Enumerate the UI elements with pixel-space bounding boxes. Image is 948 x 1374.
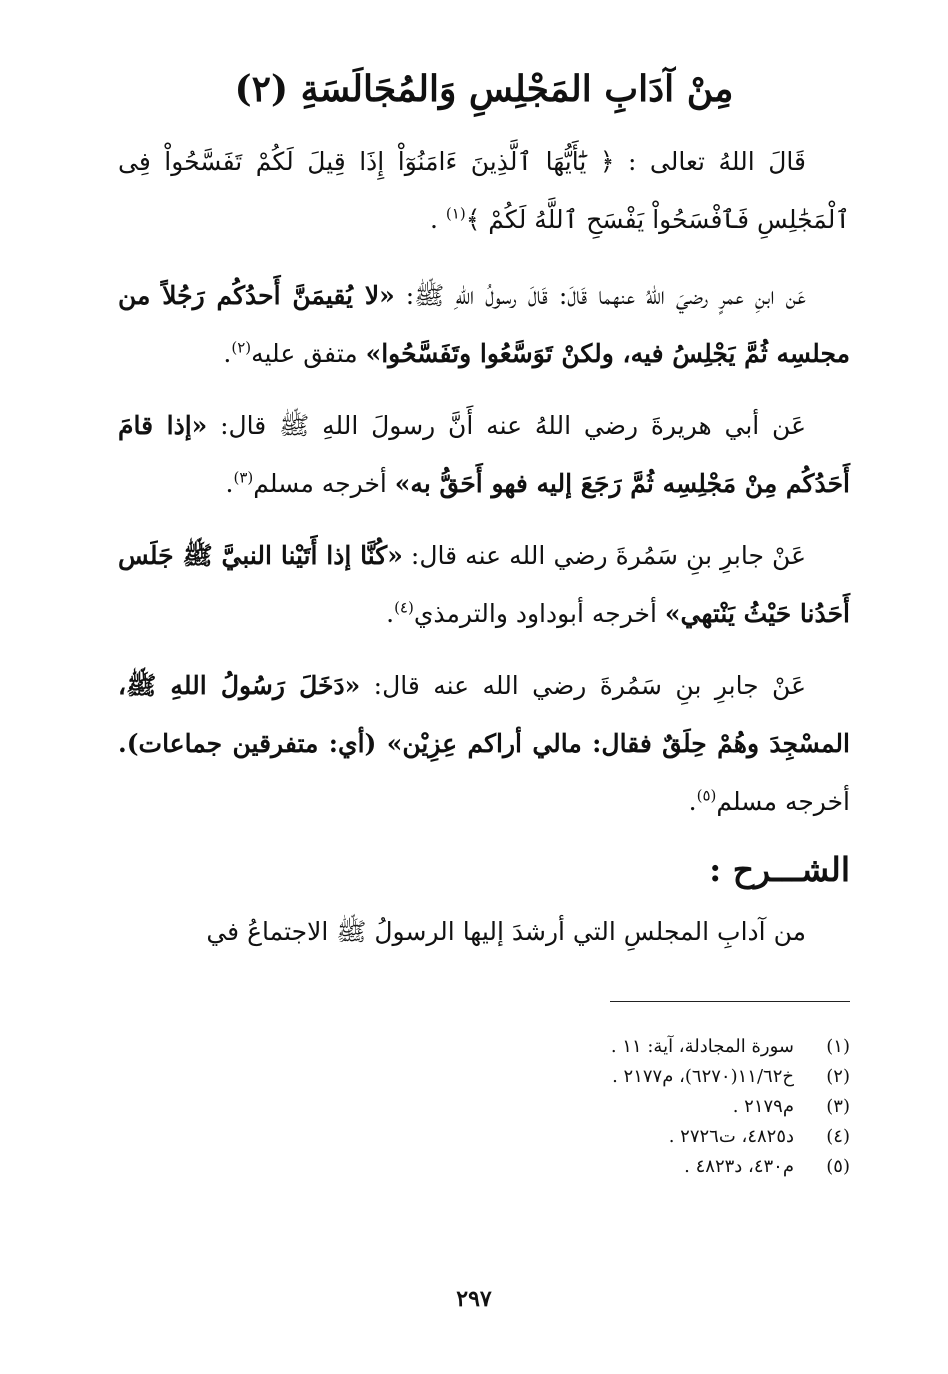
hadith-3-footnote-ref: (٤) (394, 598, 414, 617)
hadith-4-end: . (688, 786, 697, 816)
hadith-3-source: أخرجه أبوداود والترمذي (413, 598, 665, 628)
hadith-2-intro: عَن أبي هريرةَ رضي اللهُ عنه أَنَّ رسولَ اللهِ ﷺ قال: (207, 410, 806, 440)
footnotes (118, 1032, 850, 1182)
footnote-text: م٢١٧٩ . (732, 1095, 794, 1117)
footnote-item (118, 1092, 850, 1122)
hadith-2-end: . (225, 468, 234, 498)
hadith-paragraph-2 (118, 397, 850, 513)
footnote-text: سورة المجادلة، آية: ١١ . (610, 1035, 794, 1057)
book-page (118, 60, 850, 1182)
hadith-4-source: أخرجه مسلم (716, 786, 850, 816)
hadith-1-text: «لا يُقيمَنَّ أَحدُكُم رَجُلاً من مجلسِه ثُمَّ يَجْلِسُ فيه، ولكنْ تَوَسَّعُوا وتَفَسَّحُوا» (118, 280, 850, 368)
footnote-number: (٤) (826, 1125, 850, 1147)
footnote-text: م٤٣٠، د٤٨٢٣ . (684, 1155, 794, 1177)
verse-footnote-ref: (١) (445, 204, 466, 223)
hadith-1-footnote-ref: (٢) (231, 338, 252, 357)
verse-end: . (430, 204, 446, 234)
footnote-text: د٤٨٢٥، ت٢٧٢٦ . (668, 1125, 794, 1147)
hadith-paragraph-3 (118, 527, 850, 643)
hadith-4-footnote-ref: (٥) (696, 786, 717, 805)
sharh-heading: الشـــرح : (709, 849, 850, 889)
sharh-paragraph: من آدابِ المجلسِ التي أرشدَ إليها الرسولُ ﷺ الاجتماعُ في (206, 916, 806, 946)
footnote-number: (١) (826, 1035, 850, 1057)
footnote-number: (٥) (826, 1155, 850, 1177)
footnote-item (118, 1062, 850, 1092)
page-number: ٢٩٧ (456, 1286, 492, 1312)
page-title: مِنْ آدَابِ المَجْلِسِ وَالمُجَالَسَةِ (٢) (234, 68, 734, 110)
footnote-item (118, 1122, 850, 1152)
verse-intro: قَالَ اللهُ تعالى : (614, 146, 806, 176)
hadith-1-intro: عَن ابنِ عمرٍ رضيَ اللهُ عنهما قَالَ: قَالَ رسولُ اللهِ ﷺ: (394, 280, 806, 310)
hadith-3-intro: عَنْ جابرِ بنِ سَمُرةَ رضي الله عنه قال: (402, 540, 806, 570)
footnote-number: (٢) (826, 1065, 850, 1087)
footnote-item (118, 1152, 850, 1182)
hadith-2-text: «إذا قامَ أَحَدُكُم مِنْ مَجْلِسِه ثُمَّ رَجَعَ إليه فهو أَحَقُّ به» (118, 410, 850, 498)
hadith-2-footnote-ref: (٣) (233, 468, 254, 487)
hadith-4-text: «دَخَلَ رَسُولُ اللهِ ﷺ، المسْجِدَ وهُمْ حِلَقٌ فقال: مالي أراكم عِزِيْن» (أي: متفرقين جماعات). (118, 670, 850, 758)
footnote-item (118, 1032, 850, 1062)
verse-paragraph (118, 133, 850, 249)
hadith-4-intro: عَنْ جابرِ بنِ سَمُرةَ رضي الله عنه قال: (360, 670, 806, 700)
footnote-number: (٣) (826, 1095, 850, 1117)
hadith-1-source: متفق عليه (251, 338, 366, 368)
footnote-text: خ١١/٦٢(٦٢٧٠)، م٢١٧٧ . (612, 1065, 794, 1087)
verse-text: ﴿ يَٰٓأَيُّهَا ٱلَّذِينَ ءَامَنُوٓاْ إِذَا قِيلَ لَكُمْ تَفَسَّحُواْ فِى ٱلْمَجَٰلِسِ فَٱفْسَحُواْ يَفْسَحِ ٱللَّهُ لَكُمْ ﴾ (118, 146, 850, 234)
hadith-3-end: . (386, 598, 395, 628)
hadith-paragraph-1 (118, 267, 850, 383)
hadith-paragraph-4 (118, 657, 850, 831)
hadith-3-text: «كُنَّا إذا أَتَيْنا النبيَّ ﷺ جَلَس أَحَدُنا حَيْثُ يَنْتهي» (118, 540, 850, 628)
hadith-1-end: . (223, 338, 232, 368)
footnote-divider (610, 1001, 850, 1002)
hadith-2-source: أخرجه مسلم (253, 468, 395, 498)
